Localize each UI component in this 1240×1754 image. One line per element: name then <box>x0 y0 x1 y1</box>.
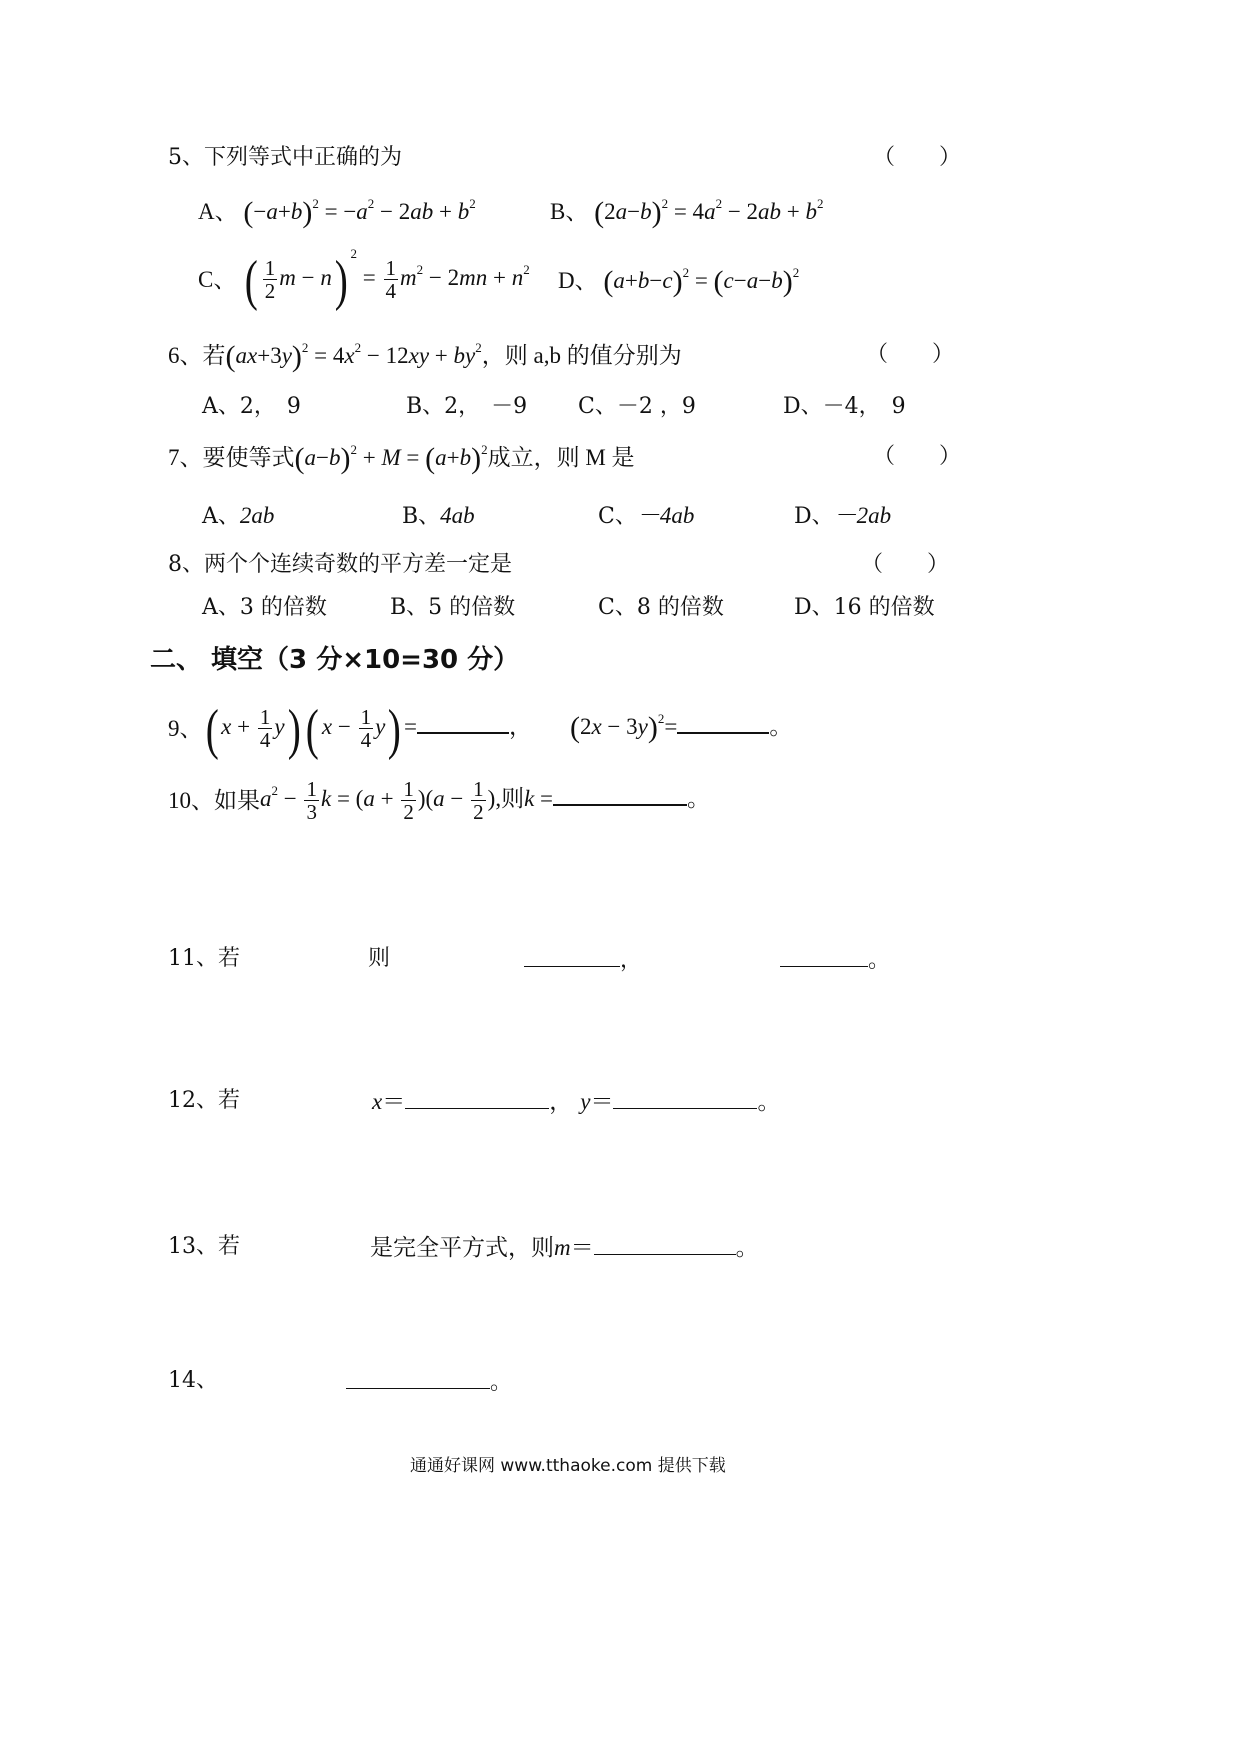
q7-option-b-label: B、 <box>402 504 441 529</box>
q12-separator: ， <box>549 1089 573 1114</box>
section-2-title: 二、 填空（3 分×10=30 分） <box>150 645 520 675</box>
q11-end: 。 <box>868 948 891 973</box>
q14-label: 14、 <box>168 1368 218 1393</box>
q6-answer-paren: （ ） <box>866 342 955 367</box>
q5-option-a <box>198 198 476 228</box>
q7-option-d-value: －2ab <box>833 503 892 528</box>
q7-stem-suffix: 成立，则 M 是 <box>487 445 635 470</box>
q10-label: 10、如果 <box>168 788 260 814</box>
q12-x-eq: ＝ <box>382 1089 406 1114</box>
q13-end: 。 <box>735 1235 759 1260</box>
q9-expr-2: $(2x - 3y)^2=$ <box>569 711 678 744</box>
q7-option-a-label: A、 <box>202 504 240 529</box>
q6-equation: $(ax+3y)^2 = 4x^2 - 12xy + by^2$ <box>225 340 482 373</box>
q7-option-b <box>402 504 475 528</box>
q7-option-a <box>202 504 274 528</box>
q7-option-a-value: 2ab <box>239 503 275 528</box>
q8-option-a: A、3 的倍数 <box>202 595 327 620</box>
q12-blank-y[interactable] <box>613 1090 757 1109</box>
q5-option-a-label: A、 <box>198 199 238 224</box>
q7-stem <box>168 444 635 474</box>
q8-option-b: B、5 的倍数 <box>390 595 516 620</box>
q5-option-c-expr: ( $\frac{1}{2}$ m − n) $^2$ = $\frac{1}{4}$ $m^2 - 2mn + n^2$ <box>244 246 530 312</box>
q8-option-d: D、16 的倍数 <box>794 595 935 620</box>
q7-option-d <box>794 504 891 528</box>
q10-blank[interactable] <box>553 786 687 806</box>
q14-end: 。 <box>490 1370 513 1395</box>
q6-option-a: A、2， 9 <box>202 394 301 419</box>
q9-line <box>168 699 793 761</box>
q13-eq: ＝ <box>570 1235 594 1260</box>
q11-then: 则 <box>368 946 391 971</box>
q6-option-b: B、2， －9 <box>406 394 528 419</box>
q13-label: 13、若 <box>168 1234 240 1259</box>
q9-expr: ( x + $\frac{1}{4}$ y)( x − $\frac{1}{4}$ y) = <box>205 699 417 761</box>
q7-option-d-label: D、 <box>794 504 834 529</box>
q13-text: 是完全平方式，则 <box>370 1235 554 1260</box>
q8-option-c: C、8 的倍数 <box>598 595 724 620</box>
q8-answer-paren: （ ） <box>861 552 950 577</box>
q10-line: 10、如果$a^2$ − $\frac{1}{3}$ k = (a + $\frac{1}{2}$ )(a − $\frac{1}{2}$ ),则k = 。 <box>168 777 711 825</box>
page-footer: 通通好课网 www.tthaoke.com 提供下载 <box>410 1456 726 1476</box>
q11-separator: ， <box>620 948 643 973</box>
q7-answer-paren: （ ） <box>873 444 962 469</box>
q9-blank-2[interactable] <box>677 714 769 734</box>
q5-option-a-expr: $(-a+b)^2 = -a^2 - 2ab + b^2$ <box>243 196 476 229</box>
q8-stem: 8、两个个连续奇数的平方差一定是 <box>168 552 512 577</box>
q10-then: ,则 <box>495 785 525 811</box>
q13-blank[interactable] <box>594 1236 736 1255</box>
q12-blank-x[interactable] <box>405 1090 549 1109</box>
q5-option-b <box>550 198 824 228</box>
q9-separator: ， <box>508 714 532 739</box>
q11-answer-1 <box>524 948 642 972</box>
q12-y-var: y <box>580 1089 591 1114</box>
q5-option-b-label: B、 <box>550 199 589 224</box>
q13-answer <box>370 1236 759 1259</box>
q7-option-c-value: －4ab <box>636 503 695 528</box>
q6-option-d: D、－4， 9 <box>783 394 906 419</box>
q12-y-eq: ＝ <box>590 1089 614 1114</box>
q5-option-d-label: D、 <box>558 268 598 293</box>
q12-label: 12、若 <box>168 1088 240 1113</box>
q7-option-c-label: C、 <box>598 504 637 529</box>
q12-answers <box>372 1090 780 1113</box>
q12-end: 。 <box>757 1089 781 1114</box>
q6-stem-suffix: ，则 a,b 的值分别为 <box>481 343 682 368</box>
q6-stem <box>168 342 682 372</box>
q7-option-c <box>598 504 694 528</box>
q11-answer-2 <box>780 948 890 972</box>
q13-m-var: m <box>554 1235 571 1260</box>
q11-label: 11、若 <box>168 946 240 971</box>
q5-option-d <box>558 267 799 297</box>
q9-label: 9、 <box>168 716 203 742</box>
q7-option-b-value: 4ab <box>440 503 475 528</box>
q6-stem-prefix: 6、若 <box>168 343 226 368</box>
q6-option-c: C、－2 ，9 <box>578 394 696 419</box>
q5-option-c <box>198 246 530 312</box>
q14-answer <box>346 1370 512 1394</box>
q5-option-b-expr: $(2a-b)^2 = 4a^2 - 2ab + b^2$ <box>594 196 824 229</box>
q5-answer-paren: （ ） <box>873 145 962 170</box>
q5-stem: 5、下列等式中正确的为 <box>168 145 402 170</box>
q10-end: 。 <box>687 785 711 811</box>
q11-blank-1[interactable] <box>524 948 620 967</box>
q7-stem-prefix: 7、要使等式 <box>168 445 295 470</box>
q5-option-c-label: C、 <box>198 267 237 293</box>
q14-blank[interactable] <box>346 1370 490 1389</box>
q5-option-d-expr: $(a+b-c)^2 = (c-a-b)^2$ <box>603 265 800 298</box>
q10-expr: $a^2$ − $\frac{1}{3}$ k = (a + $\frac{1}{2}$ )(a − $\frac{1}{2}$ ) <box>260 777 496 825</box>
q7-equation: $(a-b)^2 + M = (a+b)^2$ <box>294 442 488 475</box>
q9-end: 。 <box>769 714 793 739</box>
q9-blank-1[interactable] <box>417 714 509 734</box>
q12-x-var: x <box>372 1089 383 1114</box>
q11-blank-2[interactable] <box>780 948 868 967</box>
